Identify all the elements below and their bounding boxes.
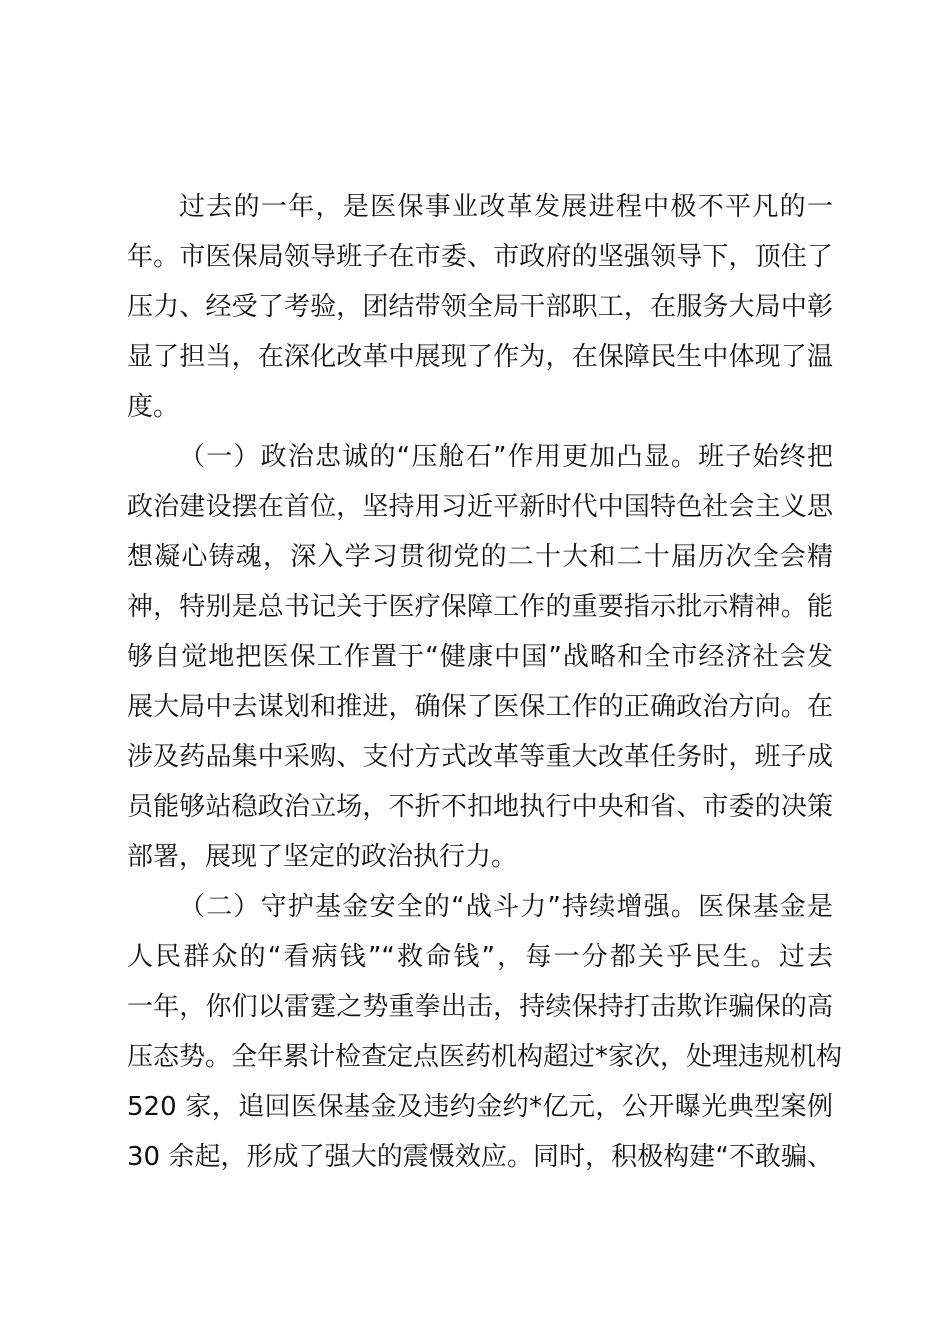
text-line: 520 家，追回医保基金及违约金约*亿元，公开曝光典型案例 xyxy=(127,1092,833,1122)
text-line: 年。市医保局领导班子在市委、市政府的坚强领导下，顶住了 xyxy=(127,242,833,272)
paragraph-section-1 xyxy=(127,432,833,882)
text-line: 政治建设摆在首位，坚持用习近平新时代中国特色社会主义思 xyxy=(127,492,833,522)
text-line: 过去的一年，是医保事业改革发展进程中极不平凡的一 xyxy=(179,192,833,222)
text-line: 部署，展现了坚定的政治执行力。 xyxy=(127,842,518,872)
paragraph-section-2 xyxy=(127,882,843,1182)
text-line: 员能够站稳政治立场，不折不扣地执行中央和省、市委的决策 xyxy=(127,792,833,822)
paragraph-intro xyxy=(127,182,833,432)
text-line: 压态势。全年累计检查定点医药机构超过*家次，处理违规机构 xyxy=(127,1042,843,1072)
text-line: 压力、经受了考验，团结带领全局干部职工，在服务大局中彰 xyxy=(127,292,833,322)
text-line: 神，特别是总书记关于医疗保障工作的重要指示批示精神。能 xyxy=(127,592,833,622)
text-line: 度。 xyxy=(127,392,180,422)
text-line: 人民群众的“看病钱”“救命钱”，每一分都关乎民生。过去 xyxy=(127,942,833,972)
text-line: 显了担当，在深化改革中展现了作为，在保障民生中体现了温 xyxy=(127,342,833,372)
section-heading-line: （一）政治忠诚的“压舱石”作用更加凸显。班子始终把 xyxy=(179,442,833,472)
text-line: 展大局中去谋划和推进，确保了医保工作的正确政治方向。在 xyxy=(127,692,833,722)
text-line: 想凝心铸魂，深入学习贯彻党的二十大和二十届历次全会精 xyxy=(127,542,833,572)
text-line: 30 余起，形成了强大的震慑效应。同时，积极构建“不敢骗、 xyxy=(127,1142,833,1172)
text-line: 一年，你们以雷霆之势重拳出击，持续保持打击欺诈骗保的高 xyxy=(127,992,833,1022)
document-body xyxy=(127,182,843,1182)
text-line: 够自觉地把医保工作置于“健康中国”战略和全市经济社会发 xyxy=(127,642,833,672)
section-heading-line: （二）守护基金安全的“战斗力”持续增强。医保基金是 xyxy=(179,892,833,922)
text-line: 涉及药品集中采购、支付方式改革等重大改革任务时，班子成 xyxy=(127,742,833,772)
